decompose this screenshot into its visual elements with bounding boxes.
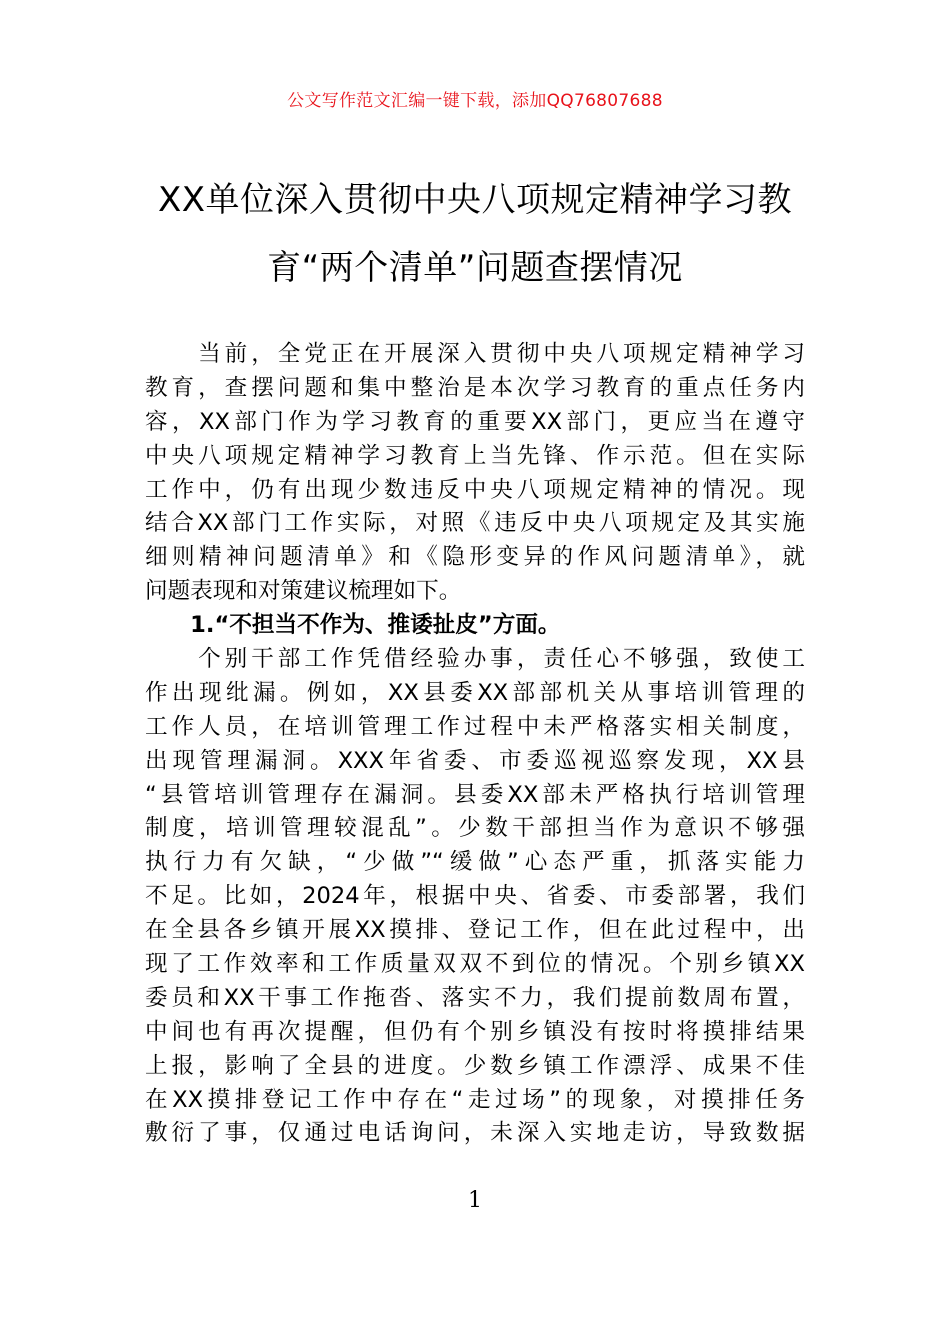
body-line: 敷衍了事，仅通过电话询问，未深入实地走访，导致数据 <box>145 1120 805 1147</box>
body-line: 中央八项规定精神学习教育上当先锋、作示范。但在实际 <box>145 442 805 469</box>
body-line: 结合XX部门工作实际，对照《违反中央八项规定及其实施 <box>145 510 805 537</box>
body-line: 不足。比如，2024年，根据中央、省委、市委部署，我们 <box>145 883 805 910</box>
body-line: 执行力有欠缺，“少做”“缓做”心态严重，抓落实能力 <box>145 849 805 876</box>
body-line: 现了工作效率和工作质量双双不到位的情况。个别乡镇XX <box>145 951 805 978</box>
body-line: 容，XX部门作为学习教育的重要XX部门，更应当在遵守 <box>145 408 805 435</box>
download-notice: 公文写作范文汇编一键下载，添加QQ76807688 <box>287 91 663 111</box>
page-number: 1 <box>468 1188 482 1213</box>
body-line: “县管培训管理存在漏洞。县委XX部未严格执行培训管理 <box>145 781 805 808</box>
document-body <box>145 338 805 1151</box>
body-line: 个别干部工作凭借经验办事，责任心不够强，致使工 <box>145 646 805 673</box>
document-title-line-1: XX单位深入贯彻中央八项规定精神学习教 <box>157 180 793 220</box>
body-line: 制度，培训管理较混乱”。少数干部担当作为意识不够强 <box>145 815 805 842</box>
body-line: 中间也有再次提醒，但仍有个别乡镇没有按时将摸排结果 <box>145 1018 805 1045</box>
section-heading: 1.“不担当不作为、推诿扯皮”方面。 <box>145 612 561 639</box>
body-line: 问题表现和对策建议梳理如下。 <box>145 578 462 605</box>
body-line: 细则精神问题清单》和《隐形变异的作风问题清单》，就 <box>145 544 805 571</box>
body-line: 在全县各乡镇开展XX摸排、登记工作，但在此过程中，出 <box>145 917 805 944</box>
body-line: 工作人员，在培训管理工作过程中未严格落实相关制度， <box>145 713 805 740</box>
body-line: 在XX摸排登记工作中存在“走过场”的现象，对摸排任务 <box>145 1086 805 1113</box>
body-line: 出现管理漏洞。XXX年省委、市委巡视巡察发现，XX县 <box>145 747 805 774</box>
body-line: 教育，查摆问题和集中整治是本次学习教育的重点任务内 <box>145 374 805 401</box>
document-title-line-2: 育“两个清单”问题查摆情况 <box>267 248 683 288</box>
body-line: 委员和XX干事工作拖沓、落实不力，我们提前数周布置， <box>145 984 805 1011</box>
body-line: 当前，全党正在开展深入贯彻中央八项规定精神学习 <box>145 341 805 367</box>
body-line: 作出现纰漏。例如，XX县委XX部部机关从事培训管理的 <box>145 679 805 706</box>
body-line: 工作中，仍有出现少数违反中央八项规定精神的情况。现 <box>145 476 805 503</box>
body-line: 上报，影响了全县的进度。少数乡镇工作漂浮、成果不佳 <box>145 1052 805 1079</box>
